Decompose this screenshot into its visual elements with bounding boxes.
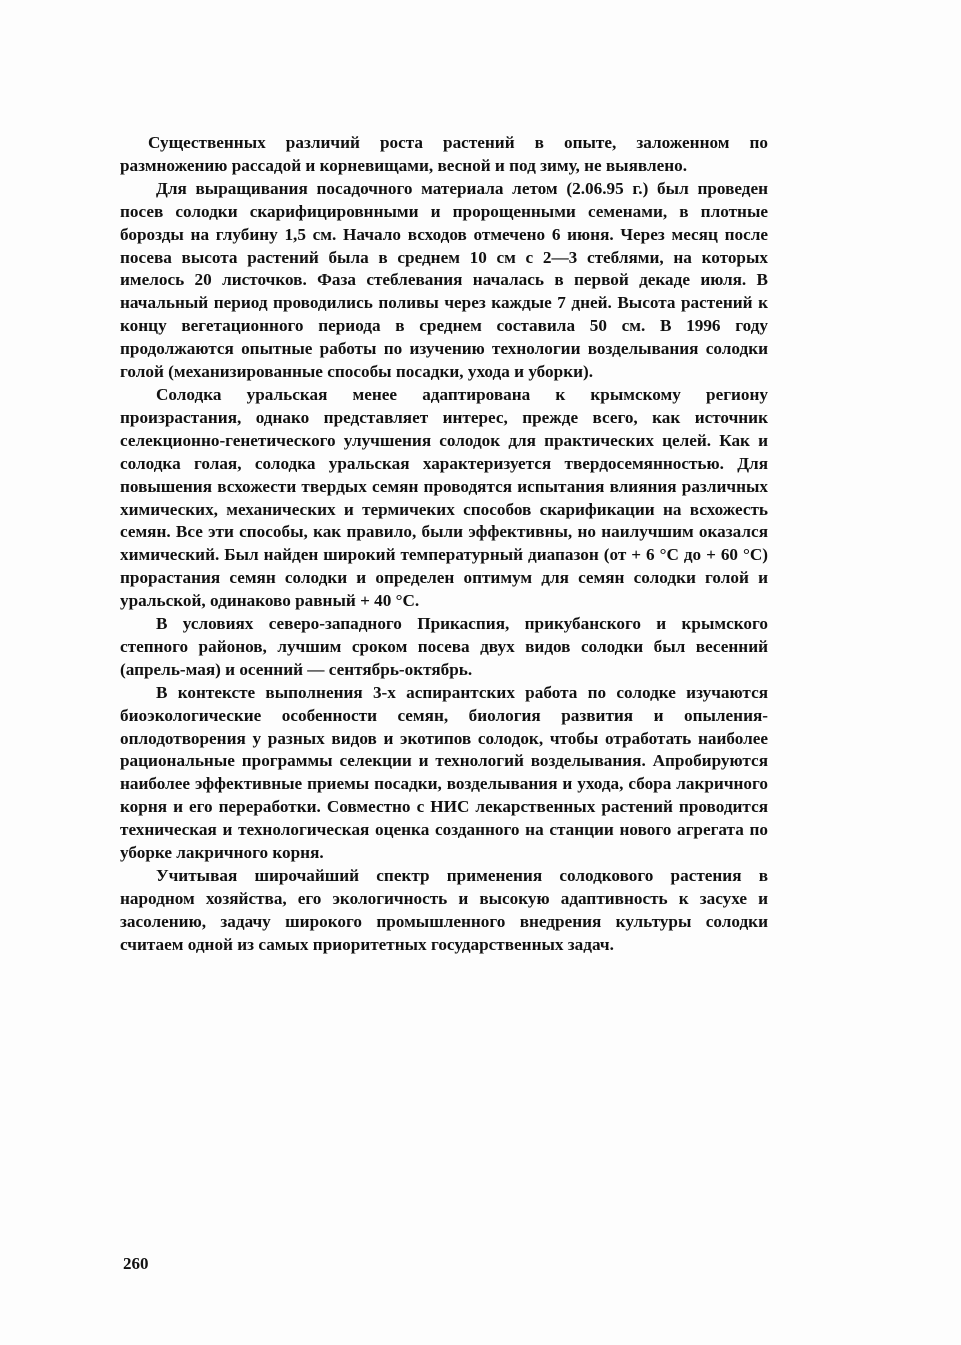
- paragraph-3: Солодка уральская менее адаптирована к крымскому региону произрастания, однако представляет интерес, прежде всего, как источник селекционно-генетического улучшения солодок для практических целей. Как и солодка голая, солодка уральская характеризуется твердосемянностью. Для повышения всхожести твердых семян проводятся испытания влияния различных химических, механических и термичеких способов скарификации на всхожесть семян. Все эти способы, как правило, были эффективны, но наилучшим оказался химический. Был найден широкий температурный диапазон (от + 6 °С до + 60 °С) прорастания семян солодки и определен оптимум для семян солодки голой и уральской, одинаково равный + 40 °С.: [120, 384, 768, 611]
- paragraph-6: Учитывая широчайший спектр применения солодкового растения в народном хозяйства, его экологичность и высокую адаптивность к засухе и засолению, задачу широкого промышленного внедрения культуры солодки считаем одной из самых приоритетных государственных задач.: [120, 866, 768, 954]
- paragraph-1: Существенных различий роста растений в опыте, заложенном по размножению рассадой и корневищами, весной и под зиму, не выявлено.: [120, 133, 768, 175]
- page-number: 260: [123, 1254, 149, 1273]
- paragraph-4: В условиях северо-западного Прикаспия, прикубанского и крымского степного районов, лучшим сроком посева двух видов солодки был весенний (апрель-мая) и осенний — сентябрь-октябрь.: [120, 614, 768, 679]
- paragraph-2: Для выращивания посадочного материала летом (2.06.95 г.) был проведен посев солодки скарифицировнными и пророщенными семенами, в плотные борозды на глубину 1,5 см. Начало всходов отмечено 6 июня. Через месяц после посева высота растений была в среднем 10 см с 2—3 стеблями, на которых имелось 20 листочков. Фаза стеблевания началась в первой декаде июля. В начальный период проводились поливы через каждые 7 дней. Высота растений к концу вегетационного периода в среднем составила 50 см. В 1996 году продолжаются опытные работы по изучению технологии возделывания солодки голой (механизированные способы посадки, ухода и уборки).: [120, 178, 768, 382]
- body-text: [120, 132, 768, 957]
- paragraph-5: В контексте выполнения 3-х аспирантских работа по солодке изучаются биоэкологические особенности семян, биология развития и опыления-оплодотворения у разных видов и экотипов солодок, чтобы отработать наиболее рациональные программы селекции и технологий возделывания. Апробируются наиболее эффективные приемы посадки, возделывания и ухода, сбора лакричного корня и его переработки. Совместно с НИС лекарственных растений проводится техническая и технологическая оценка созданного на станции нового агрегата по уборке лакричного корня.: [120, 682, 768, 863]
